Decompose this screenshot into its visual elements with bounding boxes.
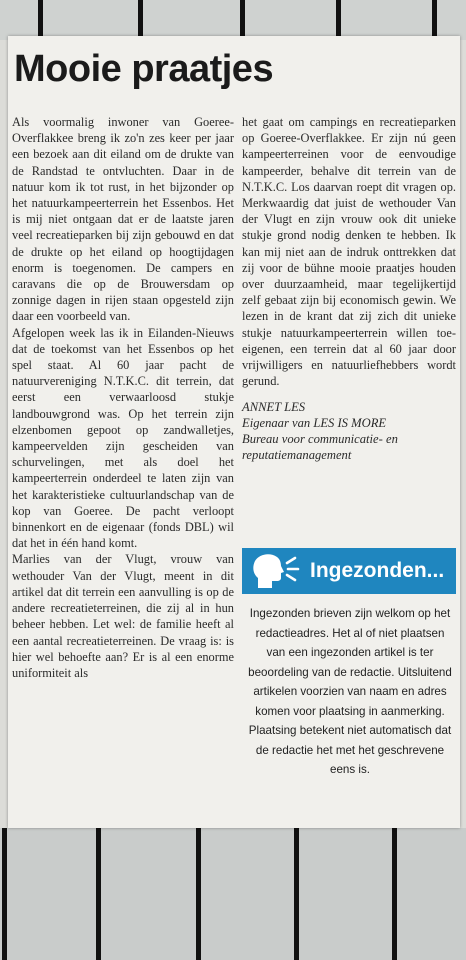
headline: Mooie praatjes <box>14 48 274 90</box>
table-slat <box>336 0 341 40</box>
signature-line: Bureau voor communicatie- en reputatiemanagement <box>242 432 398 463</box>
speaking-head-icon <box>250 552 302 596</box>
submissions-box-header <box>242 548 456 594</box>
signature-name: ANNET LES <box>242 400 306 415</box>
paragraph: het gaat om campings en recreatieparken op Goeree-Overflakkee. Er zijn nú geen kampeerterreinen voor de eenvoudige kampeerder, behalve dit terrein van de N.T.K.C. Los daarvan roept dit vragen op. Merkwaardig dat juist de wethouder Van der Vlugt en zijn vrouw ook dit unieke stukje grond nodig denken te hebben. Ik kan mij niet aan de indruk onttrekken dat zij voor de bühne mooie praatjes houden over duurzaamheid, maar tegelijkertijd zelf gebaat zijn bij economisch gewin. We lezen in de krant dat zij zich dit unieke stukje natuurkampeerterrein willen toe-eigenen, een terrein dat al 60 jaar door vrijwilligers en natuurliefhebbers wordt gerund. <box>242 115 456 389</box>
table-slat <box>96 828 101 960</box>
paragraph: Marlies van der Vlugt, vrouw van wethouder Van der Vlugt, meent in dit artikel dat dit terrein een aanvulling is op de andere recreatieterreinen, die zij al in hun beheer hebben. Let wel: de familie heeft al een aantal recreatieterreinen. De vraag is: is hier wel behoefte aan? Er is al een enorme uniformiteit als <box>12 552 234 680</box>
signature <box>242 399 456 463</box>
submissions-title: Ingezonden... <box>310 559 445 582</box>
newspaper-clipping <box>8 36 460 828</box>
table-slat <box>294 828 299 960</box>
table-slat <box>432 0 437 40</box>
table-slat <box>240 0 245 40</box>
table-slat <box>138 0 143 40</box>
background-top <box>0 0 466 40</box>
table-slat <box>38 0 43 40</box>
paragraph: Als voormalig inwoner van Goeree-Overflakkee breng ik zo'n zes keer per jaar een bezoek aan dit eiland om de drukte van de Randstad te ontvluchten. Daar in de natuur kom ik tot rust, in het bijzonder op het natuurkampeerterrein het Essenbos. Het is mij niet ontgaan dat er de laatste jaren veel recreatieparken bij zijn gebouwd en dat de drukte op het eiland op hoogtijdagen enorm is toegenomen. De campers en caravans die op de Brouwersdam op zonnige dagen in rijen staan opgesteld zijn daar een voorbeeld van. <box>12 115 234 324</box>
submissions-text: Ingezonden brieven zijn welkom op het redactieadres. Het al of niet plaatsen van een ingezonden artikel is ter beoordeling van de redactie. Uitsluitend artikelen voorzien van naam en adres komen voor plaatsing in aanmerking. Plaatsing betekent niet automatisch dat de redactie het met het geschrevene eens is. <box>248 607 452 776</box>
column-right <box>242 114 456 463</box>
signature-line: Eigenaar van LES IS MORE <box>242 416 387 431</box>
paragraph: Afgelopen week las ik in Eilanden-Nieuws dat de toekomst van het Essenbos op het spel staat. Al 60 jaar pacht de natuurvereniging N.T.K.C. dit terrein, dat eerst een verwaarloosd stukje landbouwgrond was. Op het terrein zijn elzenbomen gepoot op zandwalletjes, kampeervelden zijn gescheiden van schurvelingen, met als doel het kampeerterrein onderdeel te laten zijn van het karakteristieke cultuurlandschap van de kop van Goeree. De pacht verloopt binnenkort en de eigenaar (fonds DBL) wil dat het in één hand komt. <box>12 325 234 551</box>
table-slat <box>196 828 201 960</box>
column-left <box>12 114 234 681</box>
table-slat <box>2 828 7 960</box>
table-slat <box>392 828 397 960</box>
